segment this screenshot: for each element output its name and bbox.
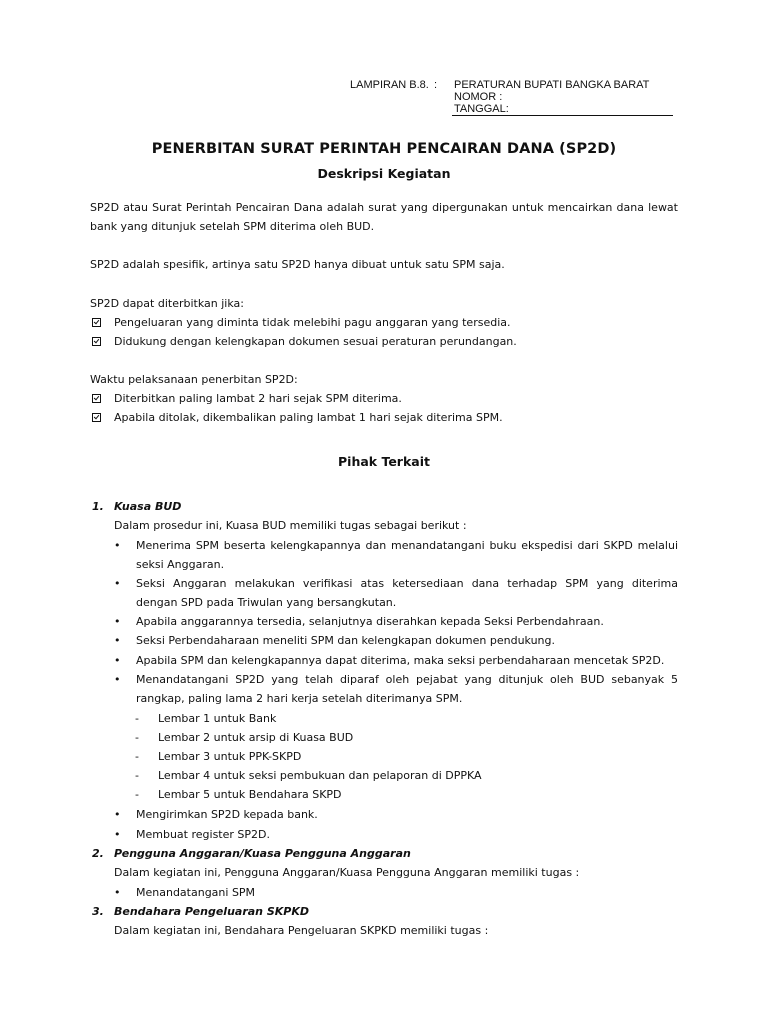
section-number: 3.: [92, 905, 104, 918]
section-number: 2.: [92, 847, 104, 860]
sub-list-item: Lembar 2 untuk arsip di Kuasa BUD: [158, 731, 354, 744]
list-item-cont: rangkap, paling lama 2 hari kerja setelah diterimanya SPM.: [136, 692, 463, 705]
section-intro: Dalam prosedur ini, Kuasa BUD memiliki tugas sebagai berikut :: [114, 519, 467, 532]
bullet-icon: •: [114, 654, 121, 667]
check-item: Didukung dengan kelengkapan dokumen sesuai peraturan perundangan.: [114, 335, 517, 348]
dash-marker: -: [135, 712, 139, 725]
sub-list-item: Lembar 1 untuk Bank: [158, 712, 277, 725]
section-intro: Dalam kegiatan ini, Pengguna Anggaran/Kuasa Pengguna Anggaran memiliki tugas :: [114, 866, 580, 879]
nomor-label: NOMOR :: [454, 91, 503, 103]
lampiran-colon: :: [434, 79, 438, 91]
checkbox-icon: [92, 413, 101, 422]
sub-list-item: Lembar 5 untuk Bendahara SKPD: [158, 788, 342, 801]
dash-marker: -: [135, 750, 139, 763]
sub-list-item: Lembar 3 untuk PPK-SKPD: [158, 750, 302, 763]
section-title-pengguna-anggaran: Pengguna Anggaran/Kuasa Pengguna Anggaran: [114, 847, 411, 860]
section-title-kuasa-bud: Kuasa BUD: [114, 500, 182, 513]
bullet-icon: •: [114, 634, 121, 647]
list-item: Menandatangani SP2D yang telah diparaf oleh pejabat yang ditunjuk oleh BUD sebanyak 5: [136, 673, 678, 686]
check-item: Pengeluaran yang diminta tidak melebihi pagu anggaran yang tersedia.: [114, 316, 511, 329]
checkbox-icon: [92, 337, 101, 346]
list-item: Apabila anggarannya tersedia, selanjutnya diserahkan kepada Seksi Perbendahraan.: [136, 615, 604, 628]
list-item: Menerima SPM beserta kelengkapannya dan menandatangani buku ekspedisi dari SKPD melalui: [136, 539, 678, 552]
peraturan-label: PERATURAN BUPATI BANGKA BARAT: [454, 79, 650, 91]
list-item: Mengirimkan SP2D kepada bank.: [136, 808, 318, 821]
bullet-icon: •: [114, 673, 121, 686]
checkbox-icon: [92, 394, 101, 403]
section-title-bendahara: Bendahara Pengeluaran SKPKD: [114, 905, 309, 918]
bullet-icon: •: [114, 577, 121, 590]
bullet-icon: •: [114, 828, 121, 841]
list-item-cont: seksi Anggaran.: [136, 558, 225, 571]
section-intro: Dalam kegiatan ini, Bendahara Pengeluaran SKPKD memiliki tugas :: [114, 924, 489, 937]
list-item: Membuat register SP2D.: [136, 828, 270, 841]
deskripsi-p4: Waktu pelaksanaan penerbitan SP2D:: [90, 373, 298, 386]
pihak-heading: Pihak Terkait: [338, 454, 430, 469]
bullet-icon: •: [114, 886, 121, 899]
tanggal-underline: [452, 115, 673, 116]
lampiran-label: LAMPIRAN B.8.: [350, 79, 429, 91]
list-item: Seksi Perbendaharaan meneliti SPM dan kelengkapan dokumen pendukung.: [136, 634, 555, 647]
dash-marker: -: [135, 731, 139, 744]
check-item: Apabila ditolak, dikembalikan paling lambat 1 hari sejak diterima SPM.: [114, 411, 503, 424]
deskripsi-p1-line2: bank yang ditunjuk setelah SPM diterima oleh BUD.: [90, 220, 375, 233]
section-number: 1.: [92, 500, 104, 513]
list-item: Seksi Anggaran melakukan verifikasi atas ketersediaan dana terhadap SPM yang diterima: [136, 577, 678, 590]
deskripsi-heading: Deskripsi Kegiatan: [317, 166, 451, 181]
sub-list-item: Lembar 4 untuk seksi pembukuan dan pelaporan di DPPKA: [158, 769, 482, 782]
tanggal-label: TANGGAL:: [454, 103, 509, 115]
deskripsi-p3: SP2D dapat diterbitkan jika:: [90, 297, 244, 310]
bullet-icon: •: [114, 615, 121, 628]
list-item: Menandatangani SPM: [136, 886, 256, 899]
dash-marker: -: [135, 769, 139, 782]
page-title: PENERBITAN SURAT PERINTAH PENCAIRAN DANA (SP2D): [151, 141, 617, 157]
check-item: Diterbitkan paling lambat 2 hari sejak SPM diterima.: [114, 392, 402, 405]
checkbox-icon: [92, 318, 101, 327]
list-item-cont: dengan SPD pada Triwulan yang bersangkutan.: [136, 596, 397, 609]
dash-marker: -: [135, 788, 139, 801]
bullet-icon: •: [114, 539, 121, 552]
deskripsi-p1-line1: SP2D atau Surat Perintah Pencairan Dana adalah surat yang dipergunakan untuk mencairkan dana lewat: [90, 201, 678, 214]
list-item: Apabila SPM dan kelengkapannya dapat diterima, maka seksi perbendaharaan mencetak SP2D.: [136, 654, 665, 667]
deskripsi-p2: SP2D adalah spesifik, artinya satu SP2D hanya dibuat untuk satu SPM saja.: [90, 258, 505, 271]
bullet-icon: •: [114, 808, 121, 821]
